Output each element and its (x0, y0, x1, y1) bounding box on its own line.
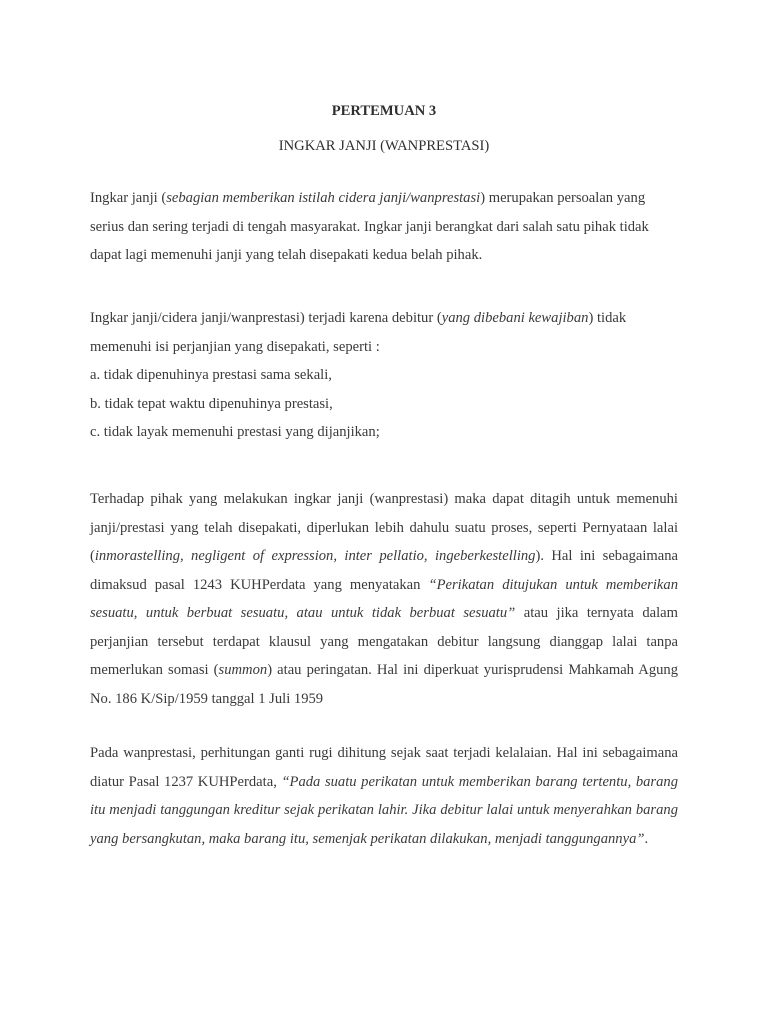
text-run: atau jika ternyata dalam perjanjian tersebut terdapat klausul yang mengatakan debitur langsung dianggap lalai tanpa memerlukan somasi ( (90, 605, 678, 678)
paragraph-4 (90, 739, 678, 853)
paragraph-2 (90, 304, 678, 447)
text-run: Ingkar janji ( (90, 190, 167, 206)
page-subtitle: INGKAR JANJI (WANPRESTASI) (278, 138, 490, 154)
list-item: a. tidak dipenuhinya prestasi sama sekali, (90, 367, 332, 383)
paragraph-2-line-1 (90, 304, 678, 333)
text-run: ) merupakan persoalan yang (480, 190, 646, 206)
page-title: PERTEMUAN 3 (331, 103, 437, 119)
text-run: Ingkar janji/cidera janji/wanprestasi) terjadi karena debitur ( (90, 310, 442, 326)
italic-run: inmorastelling, negligent of expression, inter pellatio, ingeberkestelling (94, 548, 536, 564)
text-run: Terhadap pihak yang melakukan ingkar janji (wanprestasi) maka dapat ditagih untuk memenuhi janji/prestasi yang telah disepakati, diperlukan lebih dahulu suatu proses, seperti Pernyataan lalai ( (90, 491, 678, 564)
text-run: ) tidak (588, 310, 627, 326)
text-run: ). Hal ini sebagaimana dimaksud pasal 1243 KUHPerdata yang menyatakan (90, 548, 679, 593)
italic-quote: “Pada suatu perikatan untuk memberikan barang tertentu, barang itu menjadi tanggungan kreditur sejak perikatan lahir. Jika debitur lalai untuk menyerahkan barang yang bersangkutan, maka barang itu, semenjak perikatan dilakukan, menjadi tanggungannya” (90, 773, 678, 847)
paragraph-1-line-2: serius dan sering terjadi di tengah masyarakat. Ingkar janji berangkat dari salah satu pihak tidak (90, 218, 649, 235)
italic-run: sebagian memberikan istilah cidera janji/wanprestasi (166, 190, 481, 206)
list-item: c. tidak layak memenuhi prestasi yang dijanjikan; (90, 424, 380, 440)
italic-run: yang dibebani kewajiban (441, 310, 589, 326)
paragraph-3 (90, 485, 678, 713)
paragraph-1 (90, 184, 678, 270)
text-run: ) atau peringatan. Hal ini diperkuat yurisprudensi Mahkamah Agung No. 186 K/Sip/1959 tanggal 1 Juli 1959 (90, 662, 679, 707)
text-run: Pada wanprestasi, perhitungan ganti rugi dihitung sejak saat terjadi kelalaian. Hal ini sebagaimana diatur Pasal 1237 KUHPerdata, (90, 745, 678, 790)
italic-quote: “Perikatan ditujukan untuk memberikan sesuatu, untuk berbuat sesuatu, atau untuk tidak berbuat sesuatu” (90, 576, 678, 621)
list-item: b. tidak tepat waktu dipenuhinya prestasi, (90, 395, 333, 412)
italic-run: summon (218, 662, 268, 678)
paragraph-2-line-2: memenuhi isi perjanjian yang disepakati, seperti : (90, 338, 380, 355)
paragraph-1-line-3: dapat lagi memenuhi janji yang telah disepakati kedua belah pihak. (90, 247, 483, 263)
text-run: . (644, 830, 649, 847)
paragraph-1-line-1 (90, 184, 678, 213)
